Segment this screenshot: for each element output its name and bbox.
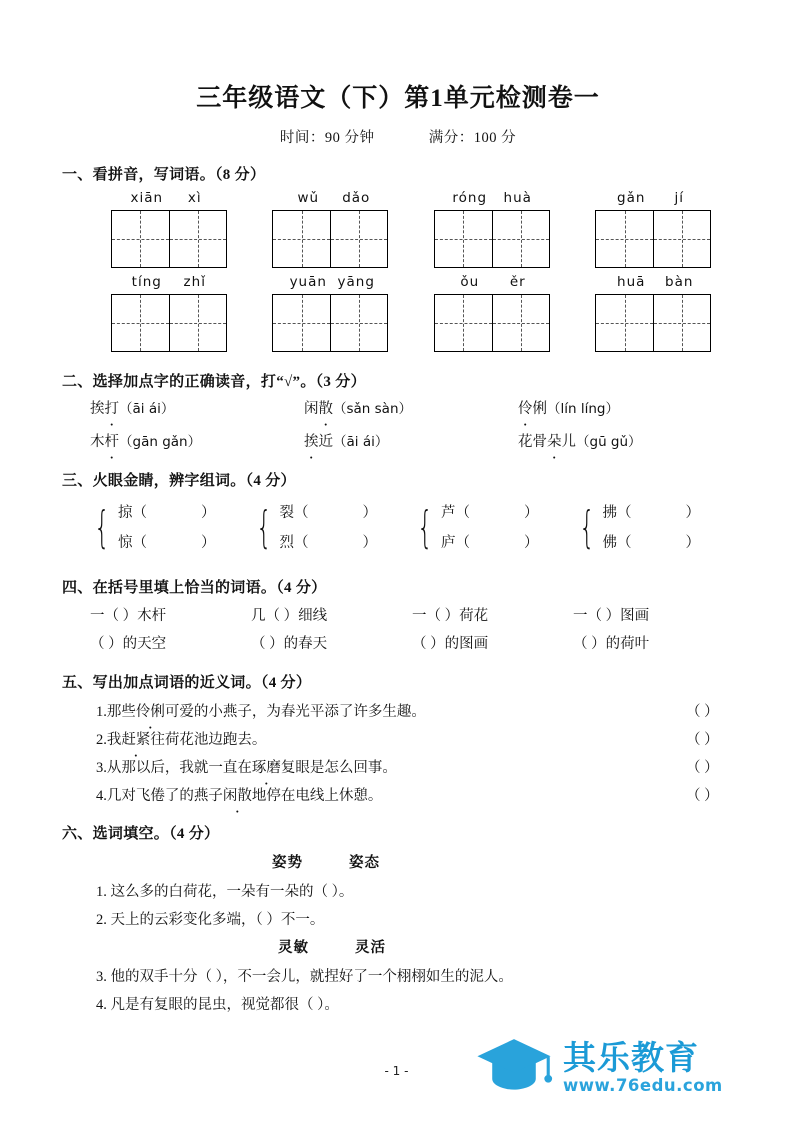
dotted-char: 伶 bbox=[518, 401, 533, 417]
pinyin-label bbox=[250, 190, 412, 208]
grid-cell[interactable] bbox=[596, 295, 653, 351]
choice-item[interactable] bbox=[518, 397, 732, 418]
word-block bbox=[573, 190, 735, 268]
pinyin-syllable: xiān bbox=[130, 190, 164, 206]
answer-blank[interactable]: （ ） bbox=[686, 760, 719, 776]
pronunciation-choice-row-2 bbox=[90, 430, 734, 451]
pinyin-syllable: tíng bbox=[131, 274, 162, 290]
char: 闲 bbox=[304, 401, 319, 417]
pinyin-label bbox=[88, 190, 250, 208]
char-prompt: 裂（ bbox=[279, 505, 309, 521]
pronunciation-choice-row-1 bbox=[90, 397, 734, 418]
fill-item[interactable]: （ ）的图画 bbox=[412, 636, 489, 652]
synonym-question bbox=[96, 756, 734, 776]
grid-cell[interactable] bbox=[273, 211, 330, 267]
pinyin-syllable: ǒu bbox=[460, 274, 480, 290]
fill-item[interactable]: 一（ ）图画 bbox=[573, 608, 650, 624]
character-group-row bbox=[88, 498, 734, 558]
adjective-row bbox=[90, 632, 734, 653]
cloze-question[interactable]: 4. 凡是有复眼的昆虫，视觉都很（ ）。 bbox=[96, 997, 339, 1013]
char: 俐 bbox=[532, 401, 547, 417]
pinyin-options[interactable]: （gū gǔ） bbox=[576, 434, 642, 450]
tianzige-grid[interactable] bbox=[595, 294, 711, 352]
grid-cell[interactable] bbox=[169, 211, 226, 267]
page-title: 三年级语文（下）第1单元检测卷一 bbox=[196, 85, 600, 112]
grid-cell[interactable] bbox=[169, 295, 226, 351]
char: 木 bbox=[90, 434, 105, 450]
word-block bbox=[88, 274, 250, 352]
choice-item[interactable] bbox=[90, 430, 304, 451]
word-line[interactable] bbox=[280, 528, 378, 558]
close-paren: ） bbox=[685, 505, 700, 521]
question-number: 2. bbox=[96, 732, 107, 748]
word-bank-1 bbox=[272, 851, 734, 872]
brand-url: www.76edu.com bbox=[563, 1076, 723, 1095]
char-prompt: 拂（ bbox=[602, 505, 632, 521]
fill-item[interactable]: 一（ ）荷花 bbox=[412, 608, 489, 624]
left-brace-icon: { bbox=[255, 502, 272, 553]
answer-blank[interactable]: （ ） bbox=[686, 732, 719, 748]
choice-item[interactable] bbox=[90, 397, 304, 418]
question-number: 3. bbox=[96, 760, 107, 776]
cloze-question[interactable]: 1. 这么多的白荷花，一朵有一朵的（ ）。 bbox=[96, 884, 354, 900]
brand-name: 其乐教育 bbox=[563, 1041, 699, 1077]
tianzige-grid[interactable] bbox=[111, 210, 227, 268]
close-paren: ） bbox=[524, 505, 539, 521]
section-2-heading: 二、选择加点字的正确读音，打“√”。（3 分） bbox=[62, 374, 366, 390]
tianzige-grid[interactable] bbox=[272, 294, 388, 352]
char-prompt: 佛（ bbox=[602, 535, 632, 551]
section-5-heading: 五、写出加点词语的近义词。（4 分） bbox=[62, 675, 312, 691]
page-number: - 1 - bbox=[384, 1064, 409, 1078]
close-paren: ） bbox=[201, 535, 216, 551]
pinyin-label bbox=[411, 190, 573, 208]
word-line[interactable] bbox=[118, 498, 216, 528]
dotted-word: 伶俐 bbox=[135, 704, 165, 720]
word-option[interactable]: 灵活 bbox=[355, 940, 386, 956]
close-paren: ） bbox=[685, 535, 700, 551]
word-block bbox=[250, 274, 412, 352]
grid-cell[interactable] bbox=[330, 211, 387, 267]
word-line[interactable] bbox=[603, 498, 701, 528]
section-1-heading: 一、看拼音，写词语。（8 分） bbox=[62, 167, 266, 183]
question-number: 1. bbox=[96, 704, 107, 720]
sentence-part: 从那以后，我就一直在 bbox=[106, 760, 252, 776]
dotted-word: 赶紧 bbox=[121, 732, 151, 748]
cloze-question[interactable]: 2. 天上的云彩变化多端，（ ）不一。 bbox=[96, 912, 325, 928]
word-block bbox=[250, 190, 412, 268]
char-prompt: 惊（ bbox=[118, 535, 147, 551]
left-brace-icon: { bbox=[578, 502, 595, 553]
word-line[interactable] bbox=[603, 528, 701, 558]
exam-meta bbox=[62, 126, 734, 147]
grid-cell[interactable] bbox=[492, 211, 549, 267]
pinyin-row-1 bbox=[88, 190, 734, 268]
close-paren: ） bbox=[362, 505, 377, 521]
time-label: 时间：90 分钟 bbox=[279, 130, 375, 146]
close-paren: ） bbox=[201, 505, 216, 521]
sentence-part: 地停在电线上休憩。 bbox=[251, 788, 383, 804]
char: 挨 bbox=[90, 401, 105, 417]
char-prompt: 芦（ bbox=[441, 505, 470, 521]
char-prompt: 掠（ bbox=[118, 505, 147, 521]
graduation-cap-icon bbox=[475, 1036, 553, 1092]
grid-cell[interactable] bbox=[653, 295, 710, 351]
grid-cell[interactable] bbox=[435, 295, 492, 351]
word-block bbox=[573, 274, 735, 352]
dotted-char: 散 bbox=[318, 401, 333, 417]
tianzige-grid[interactable] bbox=[111, 294, 227, 352]
dotted-word: 琢磨 bbox=[251, 760, 281, 776]
pinyin-syllable: xì bbox=[187, 190, 202, 206]
pinyin-options[interactable]: （āi ái） bbox=[333, 434, 389, 450]
brace-items bbox=[603, 498, 701, 558]
word-option[interactable]: 姿势 bbox=[272, 855, 303, 871]
sentence-part: 可爱的小燕子，为春光平添了许多生趣。 bbox=[164, 704, 426, 720]
pinyin-syllable: huā bbox=[617, 274, 646, 290]
pinyin-options[interactable]: （lín líng） bbox=[547, 401, 619, 417]
dotted-char: 杆 bbox=[104, 434, 119, 450]
brace-group bbox=[88, 498, 250, 558]
word-option[interactable]: 灵敏 bbox=[278, 940, 309, 956]
section-4-heading: 四、在括号里填上恰当的词语。（4 分） bbox=[62, 580, 327, 596]
dotted-word: 闲散 bbox=[222, 788, 252, 804]
grid-cell[interactable] bbox=[653, 211, 710, 267]
page-content bbox=[62, 78, 734, 1013]
brace-items bbox=[280, 498, 378, 558]
brace-group bbox=[411, 498, 573, 558]
score-label: 满分：100 分 bbox=[428, 130, 517, 146]
pinyin-row-2 bbox=[88, 274, 734, 352]
brace-group bbox=[573, 498, 735, 558]
word-block bbox=[88, 190, 250, 268]
synonym-question bbox=[96, 700, 734, 720]
word-block bbox=[411, 274, 573, 352]
grid-cell[interactable] bbox=[596, 211, 653, 267]
pinyin-syllable: wǔ bbox=[297, 190, 320, 206]
pinyin-options[interactable]: （sǎn sàn） bbox=[333, 401, 413, 417]
grid-cell[interactable] bbox=[435, 211, 492, 267]
section-6-heading: 六、选词填空。（4 分） bbox=[62, 826, 220, 842]
choice-item[interactable] bbox=[304, 430, 518, 451]
pinyin-syllable: dǎo bbox=[342, 190, 371, 206]
char-prompt: 烈（ bbox=[279, 535, 309, 551]
pinyin-syllable: jí bbox=[674, 190, 684, 206]
choice-item[interactable] bbox=[304, 397, 518, 418]
grid-cell[interactable] bbox=[492, 295, 549, 351]
word-line[interactable] bbox=[441, 528, 539, 558]
char: 花 bbox=[518, 434, 533, 450]
pinyin-options[interactable]: （āi ái） bbox=[119, 401, 175, 417]
answer-blank[interactable]: （ ） bbox=[686, 788, 719, 804]
dotted-char: 骨朵儿 bbox=[532, 434, 576, 450]
pinyin-syllable: gǎn bbox=[617, 190, 646, 206]
pinyin-label bbox=[250, 274, 412, 292]
fill-item[interactable]: （ ）的天空 bbox=[90, 636, 167, 652]
sentence-part: 往荷花池边跑去。 bbox=[150, 732, 267, 748]
brace-items bbox=[441, 498, 539, 558]
left-brace-icon: { bbox=[94, 502, 110, 553]
word-line[interactable] bbox=[118, 528, 216, 558]
synonym-question bbox=[96, 784, 734, 804]
char: 近 bbox=[318, 434, 333, 450]
grid-cell[interactable] bbox=[112, 295, 169, 351]
pinyin-syllable: huà bbox=[503, 190, 532, 206]
measure-word-row bbox=[90, 604, 734, 625]
fill-item[interactable]: （ ）的春天 bbox=[251, 636, 328, 652]
word-option[interactable]: 姿态 bbox=[349, 855, 380, 871]
brand-logo bbox=[475, 1032, 745, 1106]
grid-cell[interactable] bbox=[273, 295, 330, 351]
word-block bbox=[411, 190, 573, 268]
sentence-part: 那些 bbox=[106, 704, 136, 720]
pinyin-syllable: yāng bbox=[337, 274, 375, 290]
dotted-char: 打 bbox=[104, 401, 119, 417]
char-prompt: 庐（ bbox=[441, 535, 470, 551]
grid-cell[interactable] bbox=[330, 295, 387, 351]
pinyin-syllable: yuān bbox=[289, 274, 327, 290]
tianzige-grid[interactable] bbox=[595, 210, 711, 268]
section-3-heading: 三、火眼金睛，辨字组词。（4 分） bbox=[62, 473, 296, 489]
pinyin-label bbox=[411, 274, 573, 292]
pinyin-syllable: róng bbox=[452, 190, 488, 206]
left-brace-icon: { bbox=[417, 502, 433, 553]
sentence-part: 几对飞倦了的燕子 bbox=[106, 788, 223, 804]
cloze-question[interactable]: 3. 他的双手十分（ ），不一会儿，就捏好了一个栩栩如生的泥人。 bbox=[96, 969, 513, 985]
fill-item[interactable]: 几（ ）细线 bbox=[251, 608, 328, 624]
close-paren: ） bbox=[524, 535, 539, 551]
word-line[interactable] bbox=[280, 498, 378, 528]
pinyin-syllable: ěr bbox=[509, 274, 526, 290]
pinyin-options[interactable]: （gān gǎn） bbox=[119, 434, 202, 450]
fill-item[interactable]: （ ）的荷叶 bbox=[573, 636, 650, 652]
answer-blank[interactable]: （ ） bbox=[686, 704, 719, 720]
pinyin-syllable: zhǐ bbox=[183, 274, 206, 290]
choice-item[interactable] bbox=[518, 430, 732, 451]
fill-item[interactable]: 一（ ）木杆 bbox=[90, 608, 167, 624]
pinyin-syllable: bàn bbox=[665, 274, 694, 290]
brace-items bbox=[118, 498, 216, 558]
question-number: 4. bbox=[96, 788, 107, 804]
tianzige-grid[interactable] bbox=[434, 294, 550, 352]
brace-group bbox=[250, 498, 412, 558]
tianzige-grid[interactable] bbox=[434, 210, 550, 268]
pinyin-label bbox=[88, 274, 250, 292]
word-bank-2 bbox=[278, 936, 734, 957]
sentence-part: 复眼是怎么回事。 bbox=[280, 760, 397, 776]
sentence-part: 我 bbox=[106, 732, 122, 748]
synonym-question bbox=[96, 728, 734, 748]
dotted-char: 挨 bbox=[304, 434, 319, 450]
pinyin-label bbox=[573, 274, 735, 292]
word-line[interactable] bbox=[441, 498, 539, 528]
pinyin-label bbox=[573, 190, 735, 208]
grid-cell[interactable] bbox=[112, 211, 169, 267]
close-paren: ） bbox=[362, 535, 377, 551]
tianzige-grid[interactable] bbox=[272, 210, 388, 268]
